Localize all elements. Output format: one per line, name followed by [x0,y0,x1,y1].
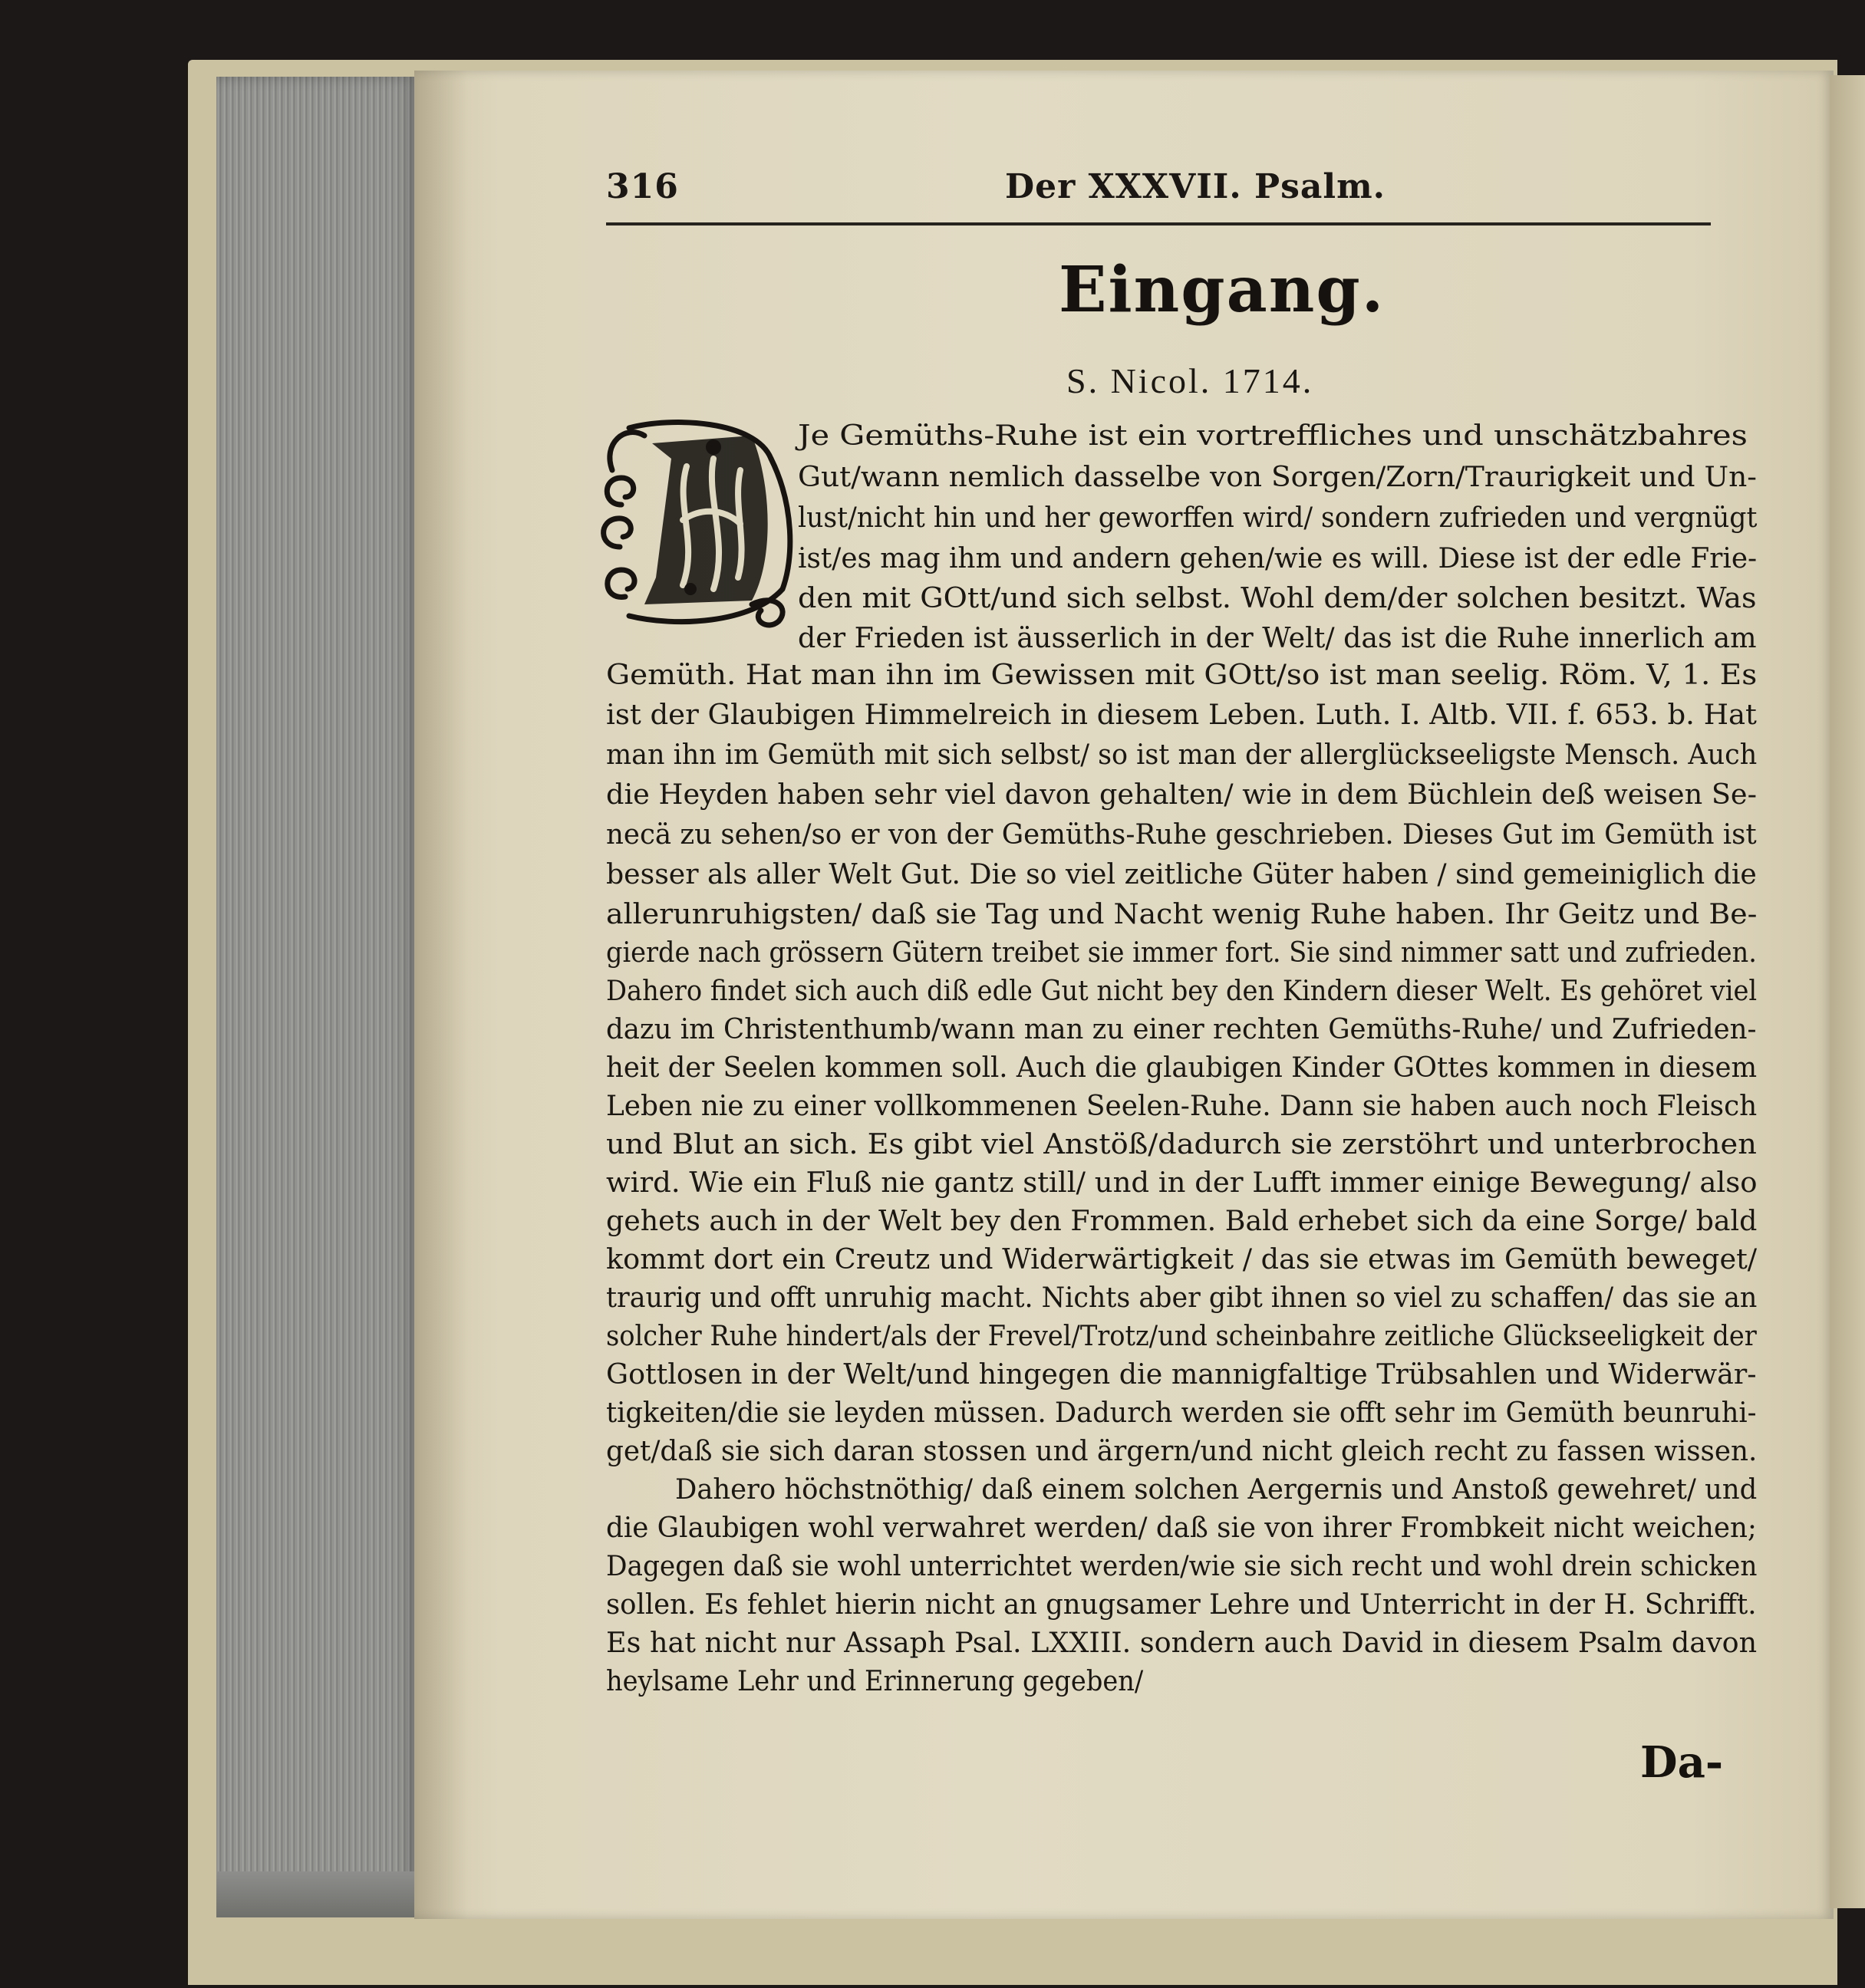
text-line: Dahero findet sich auch diß edle Gut nicht bey den Kindern dieser Welt. Es gehöret viel [606,976,1758,1007]
running-head [606,167,1715,213]
page-number: 316 [606,167,679,206]
text-line: und Blut an sich. Es gibt viel Anstöß/dadurch sie zerstöhrt und unterbrochen [606,1129,1757,1160]
text-line: allerunruhigsten/ daß sie Tag und Nacht wenig Ruhe haben. Ihr Geitz und Be- [606,899,1758,930]
section-title: Eingang. [1059,253,1386,327]
text-line: Je Gemüths-Ruhe ist ein vortreffliches und unschätzbahres [798,420,1748,452]
text-line: der Frieden ist äusserlich in der Welt/ das ist die Ruhe innerlich am [798,623,1757,654]
text-line: die Heyden haben sehr viel davon gehalten/ wie in dem Büchlein deß weisen Se- [606,779,1757,811]
text-line: Gemüth. Hat man ihn im Gewissen mit GOtt/so ist man seelig. Röm. V, 1. Es [606,660,1758,691]
gutter-shadow [414,71,468,1919]
page-block-edge [216,77,417,1902]
sermon-date: S. Nicol. 1714. [1066,361,1314,400]
text-line: Gut/wann nemlich dasselbe von Sorgen/Zorn/Traurigkeit und Un- [798,462,1757,493]
decorated-initial-d [598,413,794,631]
text-line: Gottlosen in der Welt/und hingegen die mannigfaltige Trübsahlen und Widerwär- [606,1359,1757,1391]
text-line: ist der Glaubigen Himmelreich in diesem Leben. Luth. I. Altb. VII. f. 653. b. Hat [606,699,1757,731]
text-line: gehets auch in der Welt bey den Frommen. Bald erhebet sich da eine Sorge/ bald [606,1206,1758,1237]
text-line: necä zu sehen/so er von der Gemüths-Ruhe geschrieben. Dieses Gut im Gemüth ist [606,819,1757,851]
text-line: ist/es mag ihm und andern gehen/wie es will. Diese ist der edle Frie- [798,543,1758,574]
text-line: gierde nach grössern Gütern treibet sie immer fort. Sie sind nimmer satt und zufrieden. [606,937,1757,969]
text-line: solcher Ruhe hindert/als der Frevel/Trotz/und scheinbahre zeitliche Glückseeligkeit der [606,1321,1757,1352]
text-line: Dagegen daß sie wohl unterrichtet werden/wie sie sich recht und wohl drein schicken [606,1551,1758,1582]
text-line: man ihn im Gemüth mit sich selbst/ so ist man der allerglückseeligste Mensch. Auch [606,739,1758,771]
page-block-bottom [216,1871,417,1917]
running-title: Der XXXVII. Psalm. [1005,167,1386,206]
text-line: Dahero höchstnöthig/ daß einem solchen Aergernis und Anstoß gewehret/ und [675,1474,1758,1506]
text-line: Es hat nicht nur Assaph Psal. LXXIII. sondern auch David in diesem Psalm davon [606,1628,1758,1659]
facing-page-edge [1830,75,1865,1908]
text-line: heylsame Lehr und Erinnerung gegeben/ [606,1666,1144,1697]
text-line: tigkeiten/die sie leyden müssen. Dadurch werden sie offt sehr im Gemüth beunruhi- [606,1397,1757,1429]
text-line: den mit GOtt/und sich selbst. Wohl dem/der solchen besitzt. Was [798,583,1757,614]
text-line: die Glaubigen wohl verwahret werden/ daß sie von ihrer Frombkeit nicht weichen; [606,1512,1757,1544]
text-line: Leben nie zu einer vollkommenen Seelen-Ruhe. Dann sie haben auch noch Fleisch [606,1091,1758,1122]
header-rule [606,222,1711,225]
text-line: sollen. Es fehlet hierin nicht an gnugsamer Lehre und Unterricht in der H. Schrifft. [606,1589,1757,1621]
text-line: heit der Seelen kommen soll. Auch die glaubigen Kinder GOttes kommen in diesem [606,1052,1758,1084]
catchword: Da- [1640,1737,1724,1788]
text-line: dazu im Christenthumb/wann man zu einer rechten Gemüths-Ruhe/ und Zufrieden- [606,1014,1757,1045]
text-line: besser als aller Welt Gut. Die so viel zeitliche Güter haben / sind gemeiniglich die [606,859,1757,890]
text-line: traurig und offt unruhig macht. Nichts aber gibt ihnen so viel zu schaffen/ das sie an [606,1282,1758,1314]
text-line: kommt dort ein Creutz und Widerwärtigkeit / das sie etwas im Gemüth beweget/ [606,1244,1758,1275]
text-line: lust/nicht hin und her geworffen wird/ sondern zufrieden und vergnügt [798,502,1758,534]
text-line: wird. Wie ein Fluß nie gantz still/ und in der Lufft immer einige Bewegung/ also [606,1167,1758,1199]
text-line: get/daß sie sich daran stossen und ärgern/und nicht gleich recht zu fassen wissen. [606,1436,1758,1467]
